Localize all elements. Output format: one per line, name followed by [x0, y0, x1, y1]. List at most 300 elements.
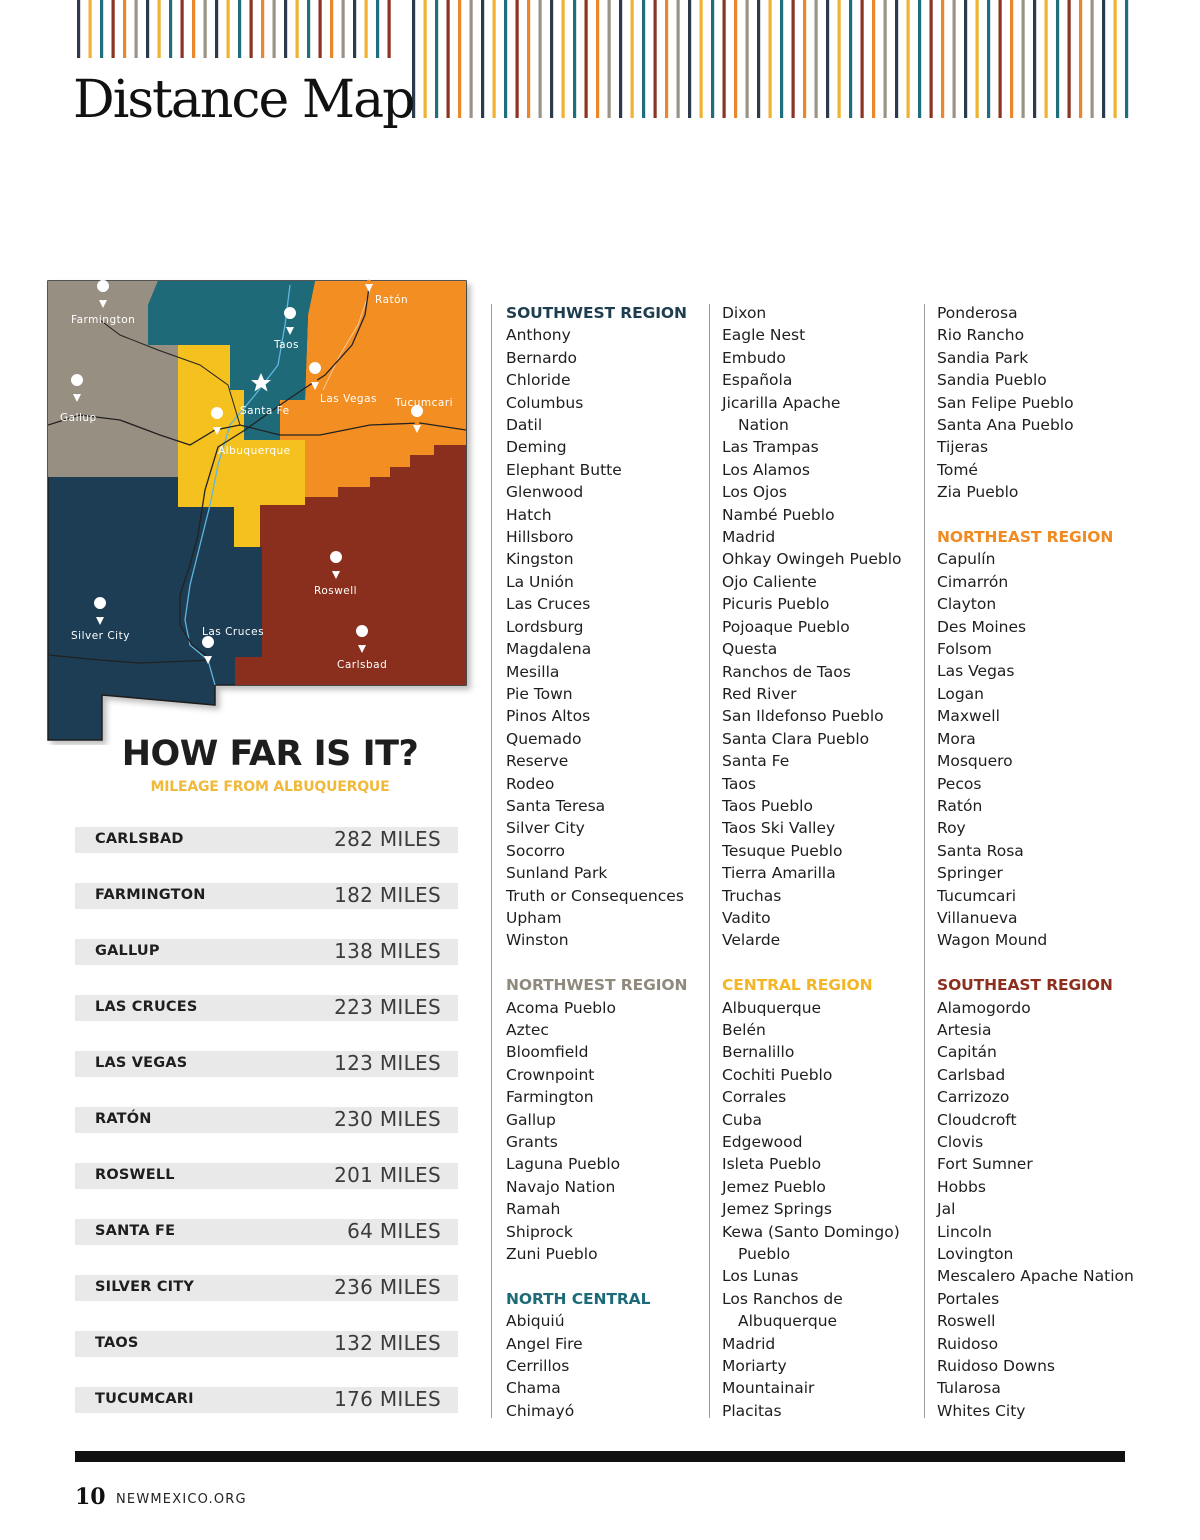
new-mexico-map — [40, 265, 480, 745]
town-list-item: Acoma Pueblo — [506, 998, 616, 1017]
town-list-item: Las Trampas — [722, 438, 819, 457]
decorative-stripe — [1033, 0, 1036, 118]
decorative-stripe — [100, 0, 103, 58]
town-list-item: Madrid — [722, 1334, 776, 1353]
town-list-item: Tularosa — [937, 1379, 1001, 1398]
town-list-item: Grants — [506, 1133, 558, 1152]
decorative-stripe — [734, 0, 737, 118]
mileage-distance: 223 MILES — [334, 995, 441, 1019]
town-list-column-1 — [506, 302, 706, 1422]
decorative-stripe — [631, 0, 634, 118]
town-list-item: Jemez Pueblo — [722, 1177, 826, 1196]
town-list-item: Placitas — [722, 1401, 782, 1420]
map-label-gallup: Gallup — [60, 412, 97, 424]
mileage-city: GALLUP — [95, 943, 160, 959]
decorative-stripe — [573, 0, 576, 118]
town-list-item: Cochiti Pueblo — [722, 1065, 833, 1084]
decorative-stripe — [746, 0, 749, 118]
mileage-distance: 201 MILES — [334, 1163, 441, 1187]
region-list-central-part1 — [722, 997, 922, 1423]
town-list-item: Pueblo — [738, 1245, 791, 1264]
decorative-stripes-right — [410, 0, 1130, 118]
town-list-item: Madrid — [722, 528, 776, 547]
town-list-item: Española — [722, 371, 793, 390]
town-list-item: Maxwell — [937, 707, 1000, 726]
town-list-item: Picuris Pueblo — [722, 595, 830, 614]
town-list-item: Pojoaque Pueblo — [722, 617, 850, 636]
town-list-item: Folsom — [937, 640, 992, 659]
town-list-item: Zuni Pueblo — [506, 1245, 598, 1264]
town-list-item: Ponderosa — [937, 304, 1018, 322]
decorative-stripe — [458, 0, 461, 118]
decorative-stripe — [608, 0, 611, 118]
region-list-north-central-part1 — [506, 1310, 706, 1422]
town-list-item: Chloride — [506, 371, 571, 390]
mileage-subheading: MILEAGE FROM ALBUQUERQUE — [150, 779, 390, 795]
decorative-stripe — [342, 0, 345, 58]
town-list-item: Cimarrón — [937, 572, 1009, 591]
decorative-stripe — [447, 0, 450, 118]
decorative-stripe — [838, 0, 841, 118]
town-list-item: Carrizozo — [937, 1088, 1010, 1107]
town-list-item: Tierra Amarilla — [722, 864, 836, 883]
column-divider — [924, 304, 925, 1418]
decorative-stripe — [642, 0, 645, 118]
decorative-stripe — [1125, 0, 1128, 118]
town-list-item: Quemado — [506, 729, 582, 748]
town-list-item: Shiprock — [506, 1222, 573, 1241]
town-list-item: Eagle Nest — [722, 326, 806, 345]
town-list-item: Ruidoso Downs — [937, 1357, 1056, 1376]
decorative-stripe — [365, 0, 368, 58]
town-list-item: Truchas — [722, 886, 782, 905]
town-list-item: Corrales — [722, 1088, 787, 1107]
decorative-stripe — [123, 0, 126, 58]
town-list-item: Lovington — [937, 1245, 1014, 1264]
town-list-item: Magdalena — [506, 640, 592, 659]
decorative-stripe — [815, 0, 818, 118]
town-list-item: San Ildefonso Pueblo — [722, 707, 884, 726]
decorative-stripe — [999, 0, 1002, 118]
decorative-stripe — [470, 0, 473, 118]
decorative-stripe — [907, 0, 910, 118]
decorative-stripe — [227, 0, 230, 58]
town-list-item: Columbus — [506, 393, 584, 412]
decorative-stripe — [204, 0, 207, 58]
decorative-stripe — [884, 0, 887, 118]
town-list-item: Dixon — [722, 304, 767, 322]
decorative-stripe — [388, 0, 391, 58]
decorative-stripe — [330, 0, 333, 58]
decorative-stripe — [930, 0, 933, 118]
town-list-item: Roy — [937, 819, 966, 838]
map-label-las-cruces: Las Cruces — [202, 626, 265, 638]
town-list-item: Clayton — [937, 595, 997, 614]
map-label-farmington: Farmington — [71, 314, 136, 326]
mileage-heading-block — [75, 730, 465, 795]
decorative-stripe — [654, 0, 657, 118]
decorative-stripe — [527, 0, 530, 118]
decorative-stripe — [803, 0, 806, 118]
town-list-item: Hobbs — [937, 1177, 986, 1196]
town-list-item: Wagon Mound — [937, 931, 1048, 950]
decorative-stripe — [158, 0, 161, 58]
town-list-item: Bloomfield — [506, 1043, 589, 1062]
town-list-item: Tomé — [937, 460, 978, 479]
decorative-stripe — [1045, 0, 1048, 118]
decorative-stripe — [1102, 0, 1105, 118]
town-list-item: Kewa (Santo Domingo) — [722, 1222, 900, 1241]
decorative-stripe — [550, 0, 553, 118]
town-list-item: Taos — [722, 774, 756, 793]
mileage-row — [75, 1107, 458, 1133]
decorative-stripe — [1068, 0, 1071, 118]
decorative-stripe — [296, 0, 299, 58]
town-list-item: Reserve — [506, 752, 569, 771]
decorative-stripe — [493, 0, 496, 118]
mileage-city: SILVER CITY — [95, 1279, 195, 1295]
town-list-item: Taos Pueblo — [722, 796, 813, 815]
decorative-stripe — [1022, 0, 1025, 118]
mileage-city: TAOS — [95, 1335, 139, 1351]
mileage-city: LAS VEGAS — [95, 1055, 188, 1071]
town-list-item: Fort Sumner — [937, 1155, 1033, 1174]
decorative-stripe — [516, 0, 519, 118]
decorative-stripe — [250, 0, 253, 58]
map-label-roswell: Roswell — [314, 585, 358, 597]
decorative-stripe — [826, 0, 829, 118]
town-list-item: Capitán — [937, 1043, 997, 1062]
town-list-item: Kingston — [506, 550, 574, 569]
region-list-southeast — [937, 997, 1137, 1423]
map-label-tucumcari: Tucumcari — [395, 397, 454, 409]
town-list-item: Hatch — [506, 505, 552, 524]
page-title: Distance Map — [73, 70, 414, 130]
town-list-item: Mountainair — [722, 1379, 815, 1398]
mileage-distance: 138 MILES — [334, 939, 441, 963]
town-list-item: Pie Town — [506, 684, 573, 703]
column-divider — [709, 304, 710, 1418]
town-list-item: Santa Rosa — [937, 841, 1024, 860]
mileage-city: CARLSBAD — [95, 831, 184, 847]
decorative-stripe — [539, 0, 542, 118]
how-far-heading: HOW FAR IS IT? — [121, 734, 419, 774]
decorative-stripe — [181, 0, 184, 58]
mileage-row — [75, 827, 458, 853]
town-list-item: Mescalero Apache Nation — [937, 1267, 1134, 1286]
town-list-item: Ohkay Owingeh Pueblo — [722, 550, 902, 569]
town-list-item: Mesilla — [506, 662, 560, 681]
mileage-row — [75, 883, 458, 909]
town-list-item: Silver City — [506, 819, 585, 838]
town-list-item: Truth or Consequences — [506, 886, 684, 905]
decorative-stripe — [376, 0, 379, 58]
decorative-stripe — [169, 0, 172, 58]
decorative-stripe — [89, 0, 92, 58]
mileage-distance: 182 MILES — [334, 883, 441, 907]
region-list-central-part2 — [937, 302, 1137, 504]
town-list-item: Ramah — [506, 1200, 561, 1219]
town-list-item: Portales — [937, 1289, 1000, 1308]
decorative-stripe — [918, 0, 921, 118]
region-title-central: CENTRAL REGION — [722, 976, 873, 995]
decorative-stripe — [1114, 0, 1117, 118]
town-list-item: Ojo Caliente — [722, 572, 817, 591]
town-list-item: Moriarty — [722, 1357, 787, 1376]
town-list-item: Los Lunas — [722, 1267, 799, 1286]
town-list-item: Tijeras — [937, 438, 989, 457]
mileage-distance: 236 MILES — [334, 1275, 441, 1299]
town-list-item: Cuba — [722, 1110, 762, 1129]
town-list-item: Glenwood — [506, 483, 584, 502]
decorative-stripe — [192, 0, 195, 58]
region-list-north-central-part2 — [722, 302, 922, 952]
town-list-item: Isleta Pueblo — [722, 1155, 822, 1174]
region-list-northeast — [937, 548, 1137, 951]
decorative-stripe — [112, 0, 115, 58]
region-title-southeast: SOUTHEAST REGION — [937, 976, 1113, 995]
decorative-stripe — [596, 0, 599, 118]
town-list-item: Albuquerque — [738, 1312, 838, 1331]
region-list-northwest — [506, 997, 706, 1266]
map-label-carlsbad: Carlsbad — [337, 659, 388, 671]
mileage-distance: 123 MILES — [334, 1051, 441, 1075]
town-list-item: Carlsbad — [937, 1065, 1006, 1084]
mileage-distance: 132 MILES — [334, 1331, 441, 1355]
mileage-row — [75, 995, 458, 1021]
decorative-stripe — [424, 0, 427, 118]
map-label-las-vegas: Las Vegas — [320, 393, 377, 405]
town-list-item: Logan — [937, 684, 985, 703]
decorative-stripe — [238, 0, 241, 58]
town-list-item: Velarde — [722, 931, 781, 950]
town-list-item: Capulín — [937, 550, 996, 569]
town-list-item: La Unión — [506, 572, 574, 591]
town-list-item: Ratón — [937, 796, 983, 815]
map-label-raton: Ratón — [375, 294, 409, 306]
decorative-stripe — [261, 0, 264, 58]
mileage-city: RATÓN — [95, 1111, 152, 1127]
town-list-item: Bernardo — [506, 348, 578, 367]
mileage-distance: 282 MILES — [334, 827, 441, 851]
mileage-table — [75, 827, 458, 1443]
town-list-item: Los Alamos — [722, 460, 810, 479]
town-list-item: Los Ranchos de — [722, 1289, 843, 1308]
decorative-stripe — [769, 0, 772, 118]
town-list-item: Gallup — [506, 1110, 556, 1129]
decorative-stripe — [353, 0, 356, 58]
town-list-item: Jal — [937, 1200, 956, 1219]
decorative-stripe — [215, 0, 218, 58]
town-list-item: Abiquiú — [506, 1312, 565, 1331]
mileage-distance: 64 MILES — [347, 1219, 441, 1243]
town-list-item: Ruidoso — [937, 1334, 999, 1353]
town-list-item: Jemez Springs — [722, 1200, 832, 1219]
town-list-item: Santa Clara Pueblo — [722, 729, 870, 748]
town-list-item: Mosquero — [937, 752, 1013, 771]
decorative-stripe — [953, 0, 956, 118]
region-title-northwest: NORTHWEST REGION — [506, 976, 688, 995]
decorative-stripe — [135, 0, 138, 58]
mileage-row — [75, 1275, 458, 1301]
decorative-stripe — [665, 0, 668, 118]
town-list-item: Mora — [937, 729, 976, 748]
town-list-item: Deming — [506, 438, 567, 457]
decorative-stripe — [895, 0, 898, 118]
town-list-item: Jicarilla Apache — [722, 393, 841, 412]
decorative-stripe — [146, 0, 149, 58]
town-list-item: Anthony — [506, 326, 571, 345]
town-list-item: Des Moines — [937, 617, 1027, 636]
decorative-stripe — [619, 0, 622, 118]
region-title-northeast: NORTHEAST REGION — [937, 528, 1114, 547]
decorative-stripe — [688, 0, 691, 118]
town-list-item: Taos Ski Valley — [722, 819, 836, 838]
town-list-item: Las Vegas — [937, 662, 1015, 681]
town-list-item: Winston — [506, 931, 569, 950]
decorative-stripe — [700, 0, 703, 118]
town-list-item: Lincoln — [937, 1222, 992, 1241]
map-label-taos: Taos — [274, 339, 300, 351]
decorative-stripe — [1091, 0, 1094, 118]
town-list-column-3 — [937, 302, 1137, 1422]
town-list-item: Whites City — [937, 1401, 1026, 1420]
town-list-item: Datil — [506, 416, 543, 435]
mileage-distance: 176 MILES — [334, 1387, 441, 1411]
town-list-item: Santa Fe — [722, 752, 790, 771]
mileage-city: TUCUMCARI — [95, 1391, 194, 1407]
town-list-item: Ranchos de Taos — [722, 662, 851, 681]
mileage-city: LAS CRUCES — [95, 999, 198, 1015]
town-list-item: Tucumcari — [937, 886, 1017, 905]
decorative-stripe — [1010, 0, 1013, 118]
decorative-stripe — [711, 0, 714, 118]
decorative-stripe — [941, 0, 944, 118]
town-list-item: Belén — [722, 1020, 766, 1039]
town-list-item: Upham — [506, 908, 562, 927]
region-title-southwest: SOUTHWEST REGION — [506, 304, 687, 322]
decorative-stripe — [585, 0, 588, 118]
town-list-item: Rodeo — [506, 774, 555, 793]
page-number: 10 — [75, 1484, 106, 1510]
town-list-item: Chimayó — [506, 1401, 575, 1420]
decorative-stripe — [872, 0, 875, 118]
town-list-item: Questa — [722, 640, 778, 659]
decorative-stripe — [481, 0, 484, 118]
town-list-item: Zia Pueblo — [937, 483, 1019, 502]
mileage-row — [75, 1163, 458, 1189]
town-list-item: Nambé Pueblo — [722, 505, 835, 524]
decorative-stripe — [677, 0, 680, 118]
town-list-item: Angel Fire — [506, 1334, 583, 1353]
town-list-item: Nation — [738, 416, 789, 435]
mileage-row — [75, 939, 458, 965]
town-list-item: Cerrillos — [506, 1357, 570, 1376]
town-list-item: Elephant Butte — [506, 460, 622, 479]
town-list-item: Santa Teresa — [506, 796, 606, 815]
region-list-southwest — [506, 324, 706, 951]
town-list-item: Pecos — [937, 774, 982, 793]
decorative-stripe — [1079, 0, 1082, 118]
decorative-stripe — [780, 0, 783, 118]
mileage-row — [75, 1219, 458, 1245]
mileage-distance: 230 MILES — [334, 1107, 441, 1131]
town-list-item: Pinos Altos — [506, 707, 591, 726]
mileage-row — [75, 1387, 458, 1413]
town-list-item: Los Ojos — [722, 483, 787, 502]
decorative-stripe — [849, 0, 852, 118]
footer-rule — [75, 1451, 1125, 1462]
town-list-item: Alamogordo — [937, 998, 1031, 1017]
town-list-item: Aztec — [506, 1020, 549, 1039]
town-list-item: Crownpoint — [506, 1065, 595, 1084]
town-list-item: Las Cruces — [506, 595, 591, 614]
town-list-item: San Felipe Pueblo — [937, 393, 1074, 412]
town-list-item: Socorro — [506, 841, 565, 860]
decorative-stripe — [307, 0, 310, 58]
decorative-stripe — [273, 0, 276, 58]
decorative-stripe — [976, 0, 979, 118]
decorative-stripe — [1056, 0, 1059, 118]
town-list-item: Albuquerque — [722, 998, 822, 1017]
town-list-item: Santa Ana Pueblo — [937, 416, 1074, 435]
town-list-item: Cloudcroft — [937, 1110, 1017, 1129]
map-label-albuquerque: Albuquerque — [218, 445, 291, 457]
town-list-item: Roswell — [937, 1312, 996, 1331]
decorative-stripe — [964, 0, 967, 118]
decorative-stripe — [792, 0, 795, 118]
map-label-santa-fe: Santa Fe — [240, 405, 290, 417]
town-list-item: Lordsburg — [506, 617, 584, 636]
town-list-item: Edgewood — [722, 1133, 803, 1152]
town-list-item: Springer — [937, 864, 1003, 883]
town-list-item: Villanueva — [937, 908, 1018, 927]
decorative-stripe — [987, 0, 990, 118]
decorative-stripe — [861, 0, 864, 118]
town-list-item: Bernalillo — [722, 1043, 795, 1062]
town-list-item: Vadito — [722, 908, 771, 927]
mileage-city: SANTA FE — [95, 1223, 176, 1239]
mileage-row — [75, 1051, 458, 1077]
mileage-row — [75, 1331, 458, 1357]
town-list-item: Tesuque Pueblo — [722, 841, 843, 860]
decorative-stripe — [77, 0, 80, 58]
town-list-item: Artesia — [937, 1020, 992, 1039]
town-list-item: Sunland Park — [506, 864, 608, 883]
town-list-item: Laguna Pueblo — [506, 1155, 621, 1174]
decorative-stripe — [284, 0, 287, 58]
town-list-item: Red River — [722, 684, 797, 703]
decorative-stripe — [757, 0, 760, 118]
column-divider — [491, 304, 492, 1418]
mileage-city: ROSWELL — [95, 1167, 175, 1183]
decorative-stripe — [435, 0, 438, 118]
town-list-column-2 — [722, 302, 922, 1422]
site-url: NEWMEXICO.ORG — [116, 1492, 247, 1507]
town-list-item: Rio Rancho — [937, 326, 1025, 345]
town-list-item: Hillsboro — [506, 528, 574, 547]
decorative-stripe — [562, 0, 565, 118]
town-list-item: Clovis — [937, 1133, 984, 1151]
region-title-north-central: NORTH CENTRAL — [506, 1289, 651, 1308]
town-list-item: Sandia Park — [937, 348, 1029, 367]
decorative-stripe — [319, 0, 322, 58]
town-list-item: Chama — [506, 1379, 561, 1398]
town-list-item: Farmington — [506, 1088, 594, 1107]
map-label-silver-city: Silver City — [71, 630, 130, 642]
decorative-stripe — [723, 0, 726, 118]
decorative-stripe — [504, 0, 507, 118]
